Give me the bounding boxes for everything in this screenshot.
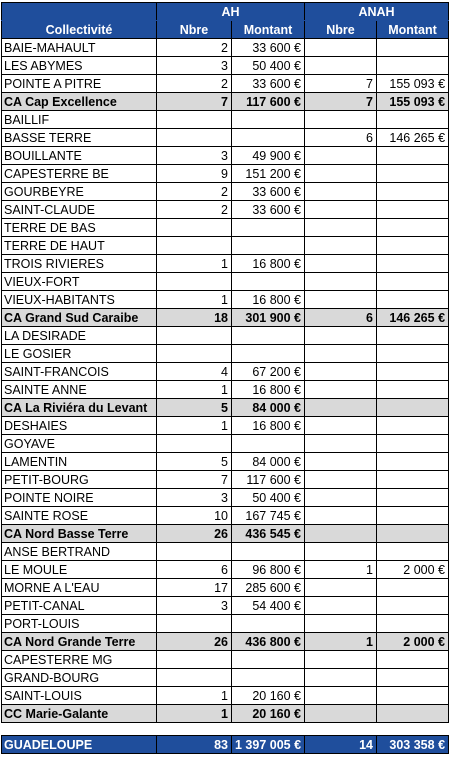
cell-ah-nbre: 2 xyxy=(157,183,232,201)
cell-ah-montant: 16 800 € xyxy=(232,417,305,435)
table-row xyxy=(2,129,449,147)
cell-collectivite: CA Grand Sud Caraibe xyxy=(2,309,157,327)
cell-collectivite: POINTE A PITRE xyxy=(2,75,157,93)
cell-ah-nbre: 6 xyxy=(157,561,232,579)
cell-ah-nbre: 3 xyxy=(157,597,232,615)
subtotal-row xyxy=(2,93,449,111)
cell-anah-nbre xyxy=(305,381,377,399)
table-row xyxy=(2,219,449,237)
cell-anah-montant xyxy=(377,543,449,561)
cell-ah-montant xyxy=(232,273,305,291)
header-ah-montant: Montant xyxy=(232,21,305,39)
cell-ah-nbre xyxy=(157,651,232,669)
cell-anah-montant xyxy=(377,183,449,201)
grand-total-anah-montant: 303 358 € xyxy=(377,736,449,754)
cell-ah-nbre: 7 xyxy=(157,93,232,111)
grand-total-anah-nbre: 14 xyxy=(305,736,377,754)
cell-anah-nbre xyxy=(305,651,377,669)
cell-anah-montant: 146 265 € xyxy=(377,129,449,147)
cell-anah-nbre xyxy=(305,147,377,165)
cell-anah-montant xyxy=(377,435,449,453)
cell-ah-montant xyxy=(232,543,305,561)
cell-ah-nbre: 3 xyxy=(157,147,232,165)
cell-collectivite: BAIE-MAHAULT xyxy=(2,39,157,57)
cell-ah-montant: 16 800 € xyxy=(232,255,305,273)
cell-ah-nbre: 1 xyxy=(157,705,232,723)
cell-anah-montant xyxy=(377,399,449,417)
table-row xyxy=(2,39,449,57)
table-row xyxy=(2,111,449,129)
cell-anah-nbre xyxy=(305,525,377,543)
cell-collectivite: VIEUX-HABITANTS xyxy=(2,291,157,309)
cell-ah-montant: 117 600 € xyxy=(232,93,305,111)
cell-ah-montant xyxy=(232,111,305,129)
cell-anah-nbre xyxy=(305,597,377,615)
cell-ah-montant xyxy=(232,651,305,669)
cell-collectivite: CAPESTERRE BE xyxy=(2,165,157,183)
cell-ah-nbre xyxy=(157,273,232,291)
cell-ah-nbre: 1 xyxy=(157,255,232,273)
cell-collectivite: TERRE DE BAS xyxy=(2,219,157,237)
cell-ah-nbre: 7 xyxy=(157,471,232,489)
cell-anah-nbre xyxy=(305,219,377,237)
cell-collectivite: CC Marie-Galante xyxy=(2,705,157,723)
table-row xyxy=(2,435,449,453)
grand-total-label: GUADELOUPE xyxy=(2,736,157,754)
header-ah: AH xyxy=(157,3,305,21)
cell-collectivite: ANSE BERTRAND xyxy=(2,543,157,561)
cell-anah-nbre: 7 xyxy=(305,75,377,93)
cell-ah-montant xyxy=(232,669,305,687)
cell-collectivite: SAINT-FRANCOIS xyxy=(2,363,157,381)
cell-ah-nbre: 26 xyxy=(157,525,232,543)
cell-collectivite: CA La Riviéra du Levant xyxy=(2,399,157,417)
table-row xyxy=(2,615,449,633)
cell-anah-montant xyxy=(377,651,449,669)
cell-anah-montant xyxy=(377,147,449,165)
cell-anah-montant xyxy=(377,111,449,129)
cell-anah-montant xyxy=(377,381,449,399)
cell-ah-nbre: 5 xyxy=(157,453,232,471)
cell-anah-nbre xyxy=(305,579,377,597)
cell-ah-nbre: 1 xyxy=(157,417,232,435)
table-row xyxy=(2,57,449,75)
table-row xyxy=(2,363,449,381)
cell-anah-nbre xyxy=(305,453,377,471)
cell-ah-montant: 67 200 € xyxy=(232,363,305,381)
cell-ah-montant: 33 600 € xyxy=(232,39,305,57)
cell-ah-montant: 151 200 € xyxy=(232,165,305,183)
subtotal-row xyxy=(2,309,449,327)
cell-anah-nbre xyxy=(305,705,377,723)
cell-ah-montant: 16 800 € xyxy=(232,291,305,309)
cell-anah-nbre xyxy=(305,507,377,525)
cell-ah-nbre: 3 xyxy=(157,489,232,507)
cell-anah-montant xyxy=(377,291,449,309)
cell-anah-montant xyxy=(377,201,449,219)
subtotal-row xyxy=(2,525,449,543)
cell-ah-nbre xyxy=(157,615,232,633)
cell-ah-montant: 33 600 € xyxy=(232,201,305,219)
cell-anah-nbre xyxy=(305,201,377,219)
cell-ah-montant: 20 160 € xyxy=(232,705,305,723)
cell-collectivite: MORNE A L'EAU xyxy=(2,579,157,597)
cell-anah-nbre xyxy=(305,399,377,417)
cell-anah-montant xyxy=(377,705,449,723)
cell-ah-nbre: 9 xyxy=(157,165,232,183)
cell-collectivite: LES ABYMES xyxy=(2,57,157,75)
cell-ah-nbre xyxy=(157,435,232,453)
cell-anah-montant xyxy=(377,687,449,705)
cell-collectivite: GOYAVE xyxy=(2,435,157,453)
cell-ah-nbre xyxy=(157,237,232,255)
grand-total-ah-nbre: 83 xyxy=(157,736,232,754)
cell-anah-nbre xyxy=(305,39,377,57)
cell-ah-montant: 84 000 € xyxy=(232,399,305,417)
cell-collectivite: PORT-LOUIS xyxy=(2,615,157,633)
cell-ah-montant: 33 600 € xyxy=(232,183,305,201)
cell-anah-montant xyxy=(377,237,449,255)
table-row xyxy=(2,201,449,219)
cell-collectivite: CAPESTERRE MG xyxy=(2,651,157,669)
table-row xyxy=(2,687,449,705)
cell-anah-nbre xyxy=(305,417,377,435)
cell-ah-montant: 16 800 € xyxy=(232,381,305,399)
cell-ah-montant xyxy=(232,435,305,453)
cell-anah-montant xyxy=(377,579,449,597)
cell-anah-nbre: 6 xyxy=(305,129,377,147)
cell-anah-nbre xyxy=(305,183,377,201)
cell-ah-nbre: 2 xyxy=(157,201,232,219)
cell-collectivite: VIEUX-FORT xyxy=(2,273,157,291)
aid-table xyxy=(1,2,449,754)
cell-collectivite: PETIT-BOURG xyxy=(2,471,157,489)
cell-ah-montant: 96 800 € xyxy=(232,561,305,579)
table-row xyxy=(2,183,449,201)
spacer-row xyxy=(2,723,449,736)
cell-collectivite: SAINT-CLAUDE xyxy=(2,201,157,219)
cell-ah-nbre: 2 xyxy=(157,75,232,93)
table-row xyxy=(2,327,449,345)
cell-anah-nbre: 7 xyxy=(305,93,377,111)
cell-anah-nbre xyxy=(305,327,377,345)
cell-ah-nbre: 4 xyxy=(157,363,232,381)
cell-collectivite: BASSE TERRE xyxy=(2,129,157,147)
cell-ah-montant: 54 400 € xyxy=(232,597,305,615)
cell-anah-montant xyxy=(377,471,449,489)
cell-anah-nbre xyxy=(305,273,377,291)
cell-ah-montant xyxy=(232,615,305,633)
header-anah-nbre: Nbre xyxy=(305,21,377,39)
cell-anah-montant xyxy=(377,345,449,363)
cell-anah-montant xyxy=(377,363,449,381)
cell-ah-nbre xyxy=(157,669,232,687)
cell-ah-nbre: 1 xyxy=(157,291,232,309)
table-row xyxy=(2,291,449,309)
cell-ah-nbre: 1 xyxy=(157,381,232,399)
cell-anah-nbre xyxy=(305,255,377,273)
cell-anah-montant: 2 000 € xyxy=(377,561,449,579)
table-row xyxy=(2,507,449,525)
cell-ah-nbre xyxy=(157,219,232,237)
cell-collectivite: BAILLIF xyxy=(2,111,157,129)
table-body xyxy=(2,39,449,723)
cell-ah-nbre: 5 xyxy=(157,399,232,417)
cell-ah-montant: 50 400 € xyxy=(232,489,305,507)
subtotal-row xyxy=(2,633,449,651)
cell-anah-montant xyxy=(377,417,449,435)
cell-ah-nbre: 17 xyxy=(157,579,232,597)
cell-anah-nbre xyxy=(305,291,377,309)
cell-anah-montant xyxy=(377,327,449,345)
cell-anah-montant xyxy=(377,273,449,291)
cell-anah-montant xyxy=(377,507,449,525)
cell-anah-nbre xyxy=(305,237,377,255)
cell-anah-montant xyxy=(377,219,449,237)
cell-anah-montant xyxy=(377,489,449,507)
header-anah: ANAH xyxy=(305,3,449,21)
cell-ah-montant xyxy=(232,345,305,363)
cell-ah-nbre: 3 xyxy=(157,57,232,75)
cell-anah-nbre xyxy=(305,489,377,507)
cell-anah-montant xyxy=(377,669,449,687)
header-group-row xyxy=(2,3,449,21)
cell-ah-montant: 436 545 € xyxy=(232,525,305,543)
cell-anah-nbre xyxy=(305,165,377,183)
cell-ah-montant: 436 800 € xyxy=(232,633,305,651)
table-row xyxy=(2,597,449,615)
cell-anah-nbre: 1 xyxy=(305,561,377,579)
cell-anah-montant xyxy=(377,597,449,615)
cell-anah-montant: 2 000 € xyxy=(377,633,449,651)
cell-anah-montant: 146 265 € xyxy=(377,309,449,327)
spacer-cell xyxy=(2,723,449,736)
cell-anah-nbre xyxy=(305,471,377,489)
cell-collectivite: LAMENTIN xyxy=(2,453,157,471)
cell-collectivite: CA Nord Basse Terre xyxy=(2,525,157,543)
cell-ah-montant: 50 400 € xyxy=(232,57,305,75)
cell-anah-nbre xyxy=(305,543,377,561)
cell-ah-montant: 49 900 € xyxy=(232,147,305,165)
subtotal-row xyxy=(2,705,449,723)
cell-collectivite: GOURBEYRE xyxy=(2,183,157,201)
cell-ah-nbre xyxy=(157,111,232,129)
table-row xyxy=(2,471,449,489)
table-row xyxy=(2,543,449,561)
cell-collectivite: GRAND-BOURG xyxy=(2,669,157,687)
cell-ah-nbre xyxy=(157,327,232,345)
cell-ah-montant xyxy=(232,219,305,237)
cell-anah-nbre xyxy=(305,687,377,705)
cell-collectivite: SAINT-LOUIS xyxy=(2,687,157,705)
cell-anah-nbre: 1 xyxy=(305,633,377,651)
cell-ah-nbre: 26 xyxy=(157,633,232,651)
cell-collectivite: SAINTE ROSE xyxy=(2,507,157,525)
cell-anah-nbre xyxy=(305,615,377,633)
table-row xyxy=(2,273,449,291)
table-row xyxy=(2,669,449,687)
cell-anah-montant: 155 093 € xyxy=(377,93,449,111)
cell-collectivite: LA DESIRADE xyxy=(2,327,157,345)
cell-collectivite: CA Cap Excellence xyxy=(2,93,157,111)
cell-collectivite: CA Nord Grande Terre xyxy=(2,633,157,651)
cell-collectivite: SAINTE ANNE xyxy=(2,381,157,399)
cell-anah-montant xyxy=(377,57,449,75)
table-row xyxy=(2,651,449,669)
cell-collectivite: POINTE NOIRE xyxy=(2,489,157,507)
header-collectivite: Collectivité xyxy=(2,21,157,39)
cell-collectivite: BOUILLANTE xyxy=(2,147,157,165)
cell-ah-montant xyxy=(232,129,305,147)
header-anah-montant: Montant xyxy=(377,21,449,39)
cell-anah-nbre xyxy=(305,363,377,381)
cell-anah-montant xyxy=(377,615,449,633)
cell-anah-montant xyxy=(377,165,449,183)
cell-ah-montant: 301 900 € xyxy=(232,309,305,327)
cell-ah-montant xyxy=(232,237,305,255)
cell-ah-montant: 167 745 € xyxy=(232,507,305,525)
cell-ah-montant: 285 600 € xyxy=(232,579,305,597)
table-row xyxy=(2,255,449,273)
cell-anah-nbre xyxy=(305,345,377,363)
cell-ah-nbre: 1 xyxy=(157,687,232,705)
cell-ah-nbre: 10 xyxy=(157,507,232,525)
cell-anah-nbre xyxy=(305,57,377,75)
table-row xyxy=(2,417,449,435)
header-ah-nbre: Nbre xyxy=(157,21,232,39)
cell-collectivite: DESHAIES xyxy=(2,417,157,435)
cell-ah-nbre: 2 xyxy=(157,39,232,57)
cell-anah-nbre xyxy=(305,669,377,687)
header-column-row xyxy=(2,21,449,39)
cell-anah-nbre xyxy=(305,111,377,129)
cell-anah-montant xyxy=(377,255,449,273)
grand-total-ah-montant: 1 397 005 € xyxy=(232,736,305,754)
subtotal-row xyxy=(2,399,449,417)
cell-collectivite: LE GOSIER xyxy=(2,345,157,363)
cell-collectivite: LE MOULE xyxy=(2,561,157,579)
cell-ah-montant: 33 600 € xyxy=(232,75,305,93)
table-row xyxy=(2,147,449,165)
cell-anah-montant xyxy=(377,525,449,543)
header-blank xyxy=(2,3,157,21)
grand-total-row xyxy=(2,736,449,754)
cell-ah-montant: 117 600 € xyxy=(232,471,305,489)
cell-collectivite: TROIS RIVIERES xyxy=(2,255,157,273)
cell-anah-nbre: 6 xyxy=(305,309,377,327)
cell-anah-nbre xyxy=(305,435,377,453)
cell-ah-montant xyxy=(232,327,305,345)
table-row xyxy=(2,75,449,93)
cell-anah-montant xyxy=(377,39,449,57)
cell-collectivite: PETIT-CANAL xyxy=(2,597,157,615)
table-row xyxy=(2,237,449,255)
cell-collectivite: TERRE DE HAUT xyxy=(2,237,157,255)
table-row xyxy=(2,453,449,471)
cell-ah-nbre: 18 xyxy=(157,309,232,327)
table-row xyxy=(2,345,449,363)
cell-anah-montant: 155 093 € xyxy=(377,75,449,93)
cell-ah-nbre xyxy=(157,129,232,147)
cell-ah-montant: 84 000 € xyxy=(232,453,305,471)
table-row xyxy=(2,381,449,399)
cell-ah-nbre xyxy=(157,345,232,363)
cell-anah-montant xyxy=(377,453,449,471)
table-row xyxy=(2,165,449,183)
table-row xyxy=(2,579,449,597)
cell-ah-nbre xyxy=(157,543,232,561)
table-row xyxy=(2,489,449,507)
cell-ah-montant: 20 160 € xyxy=(232,687,305,705)
table-row xyxy=(2,561,449,579)
